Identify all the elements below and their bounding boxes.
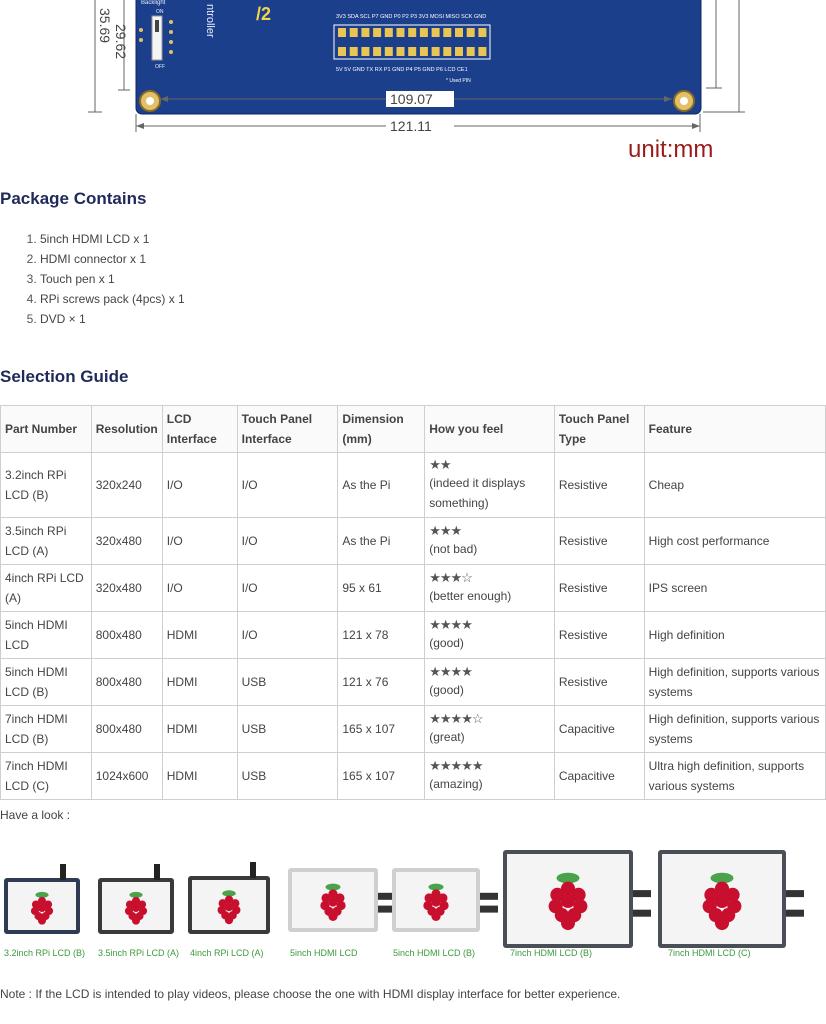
table-cell-type: Resistive [554, 453, 644, 518]
table-cell-res: 800x480 [91, 659, 162, 706]
table-cell-type: Resistive [554, 518, 644, 565]
gpio-pin [397, 28, 405, 37]
table-cell-touch: USB [237, 753, 338, 800]
table-cell-part: 4inch RPi LCD (A) [1, 565, 92, 612]
table-cell-touch: USB [237, 706, 338, 753]
product-card [288, 840, 404, 957]
product-image [503, 840, 659, 952]
table-row [1, 753, 826, 800]
column-header: Resolution [91, 406, 162, 453]
feel-note: (indeed it displays something) [429, 476, 526, 510]
rating-stars: ★★★☆ [429, 570, 472, 585]
gpio-pin [361, 28, 369, 37]
column-header: How you feel [425, 406, 555, 453]
header-top-pins: 3V3 SDA SCL P7 GND P0 P2 P3 3V3 MOSI MISO SCK GND [336, 14, 487, 20]
table-cell-res: 320x240 [91, 453, 162, 518]
gpio-pin [420, 28, 428, 37]
table-row [1, 706, 826, 753]
gpio-pin [420, 47, 428, 56]
table-cell-dim: 165 x 107 [338, 706, 425, 753]
svg-text:Backlight: Backlight [141, 0, 166, 6]
product-gallery [0, 840, 826, 975]
table-cell-feel [425, 565, 555, 612]
table-cell-lcd: HDMI [162, 659, 237, 706]
note-text: Note : If the LCD is intended to play videos, please choose the one with HDMI display interface for better experience. [0, 987, 621, 1001]
table-cell-part: 7inch HDMI LCD (B) [1, 706, 92, 753]
table-cell-feature: IPS screen [644, 565, 825, 612]
table-cell-type: Resistive [554, 612, 644, 659]
rating-stars: ★★★ [429, 523, 462, 538]
product-caption: 5inch HDMI LCD [290, 948, 358, 958]
table-cell-res: 800x480 [91, 706, 162, 753]
gpio-pin [478, 47, 486, 56]
feel-note: (amazing) [429, 777, 483, 791]
table-cell-feel [425, 453, 555, 518]
table-row [1, 659, 826, 706]
table-cell-touch: USB [237, 659, 338, 706]
gpio-pin [385, 47, 393, 56]
table-row [1, 518, 826, 565]
gpio-pin [361, 47, 369, 56]
table-cell-part: 5inch HDMI LCD (B) [1, 659, 92, 706]
table-cell-lcd: I/O [162, 453, 237, 518]
table-row [1, 612, 826, 659]
column-header: Dimension (mm) [338, 406, 425, 453]
table-cell-dim: As the Pi [338, 453, 425, 518]
feel-note: (good) [429, 636, 464, 650]
product-card [98, 840, 200, 957]
table-cell-feature: High definition, supports various systems [644, 706, 825, 753]
gpio-pin [373, 28, 381, 37]
product-image [658, 840, 812, 952]
product-caption: 7inch HDMI LCD (B) [510, 948, 593, 958]
table-cell-type: Resistive [554, 565, 644, 612]
package-contains-heading: Package Contains [0, 189, 147, 208]
gpio-pin [338, 28, 346, 37]
dimension-drawing [0, 0, 826, 170]
table-cell-feel [425, 518, 555, 565]
column-header: Feature [644, 406, 825, 453]
package-list [0, 230, 185, 330]
gpio-pin [338, 47, 346, 56]
table-cell-feel [425, 612, 555, 659]
selection-guide-table [0, 405, 826, 800]
table-header-row [1, 406, 826, 453]
table-cell-res: 1024x600 [91, 753, 162, 800]
product-image [288, 840, 404, 952]
svg-text:OFF: OFF [155, 64, 165, 70]
board-version-text: /2 [256, 4, 272, 24]
table-cell-lcd: HDMI [162, 753, 237, 800]
table-cell-feature: Ultra high definition, supports various systems [644, 753, 825, 800]
product-image [98, 840, 200, 952]
table-cell-res: 320x480 [91, 518, 162, 565]
column-header: Part Number [1, 406, 92, 453]
gpio-pin [443, 28, 451, 37]
table-cell-type: Capacitive [554, 706, 644, 753]
product-caption: 5inch HDMI LCD (B) [393, 948, 476, 958]
table-cell-feel [425, 659, 555, 706]
dim-29-62: 29.62 [113, 24, 129, 60]
table-cell-lcd: HDMI [162, 706, 237, 753]
gpio-pin [467, 28, 475, 37]
unit-label: unit:mm [628, 136, 714, 163]
have-a-look-label: Have a look : [0, 808, 71, 822]
gpio-pin [408, 28, 416, 37]
product-image [392, 840, 506, 952]
table-cell-lcd: I/O [162, 565, 237, 612]
product-card [4, 840, 106, 957]
table-cell-feature: Cheap [644, 453, 825, 518]
rating-stars: ★★★★ [429, 617, 472, 632]
list-item: 4. RPi screws pack (4pcs) x 1 [40, 290, 185, 310]
list-item: 2. HDMI connector x 1 [40, 250, 185, 270]
table-cell-res: 320x480 [91, 565, 162, 612]
rating-stars: ★★★★★ [429, 758, 483, 773]
product-caption: 3.2inch RPi LCD (B) [4, 948, 86, 958]
rating-stars: ★★ [429, 457, 451, 472]
gpio-pin [385, 28, 393, 37]
gpio-pin [467, 47, 475, 56]
feel-note: (not bad) [429, 542, 478, 556]
table-cell-lcd: I/O [162, 518, 237, 565]
dim-121-11: 121.11 [390, 118, 432, 134]
column-header: Touch Panel Interface [237, 406, 338, 453]
list-item: 3. Touch pen x 1 [40, 270, 185, 290]
product-card [392, 840, 506, 957]
product-caption: 7inch HDMI LCD (C) [668, 948, 751, 958]
dim-109-07: 109.07 [390, 91, 433, 107]
feel-note: (better enough) [429, 589, 512, 603]
table-cell-touch: I/O [237, 565, 338, 612]
table-cell-type: Resistive [554, 659, 644, 706]
used-pin-note: * Used PIN [446, 78, 471, 84]
selection-guide-heading: Selection Guide [0, 367, 129, 386]
gpio-pin [455, 47, 463, 56]
gpio-pin [455, 28, 463, 37]
table-cell-feel [425, 706, 555, 753]
table-cell-type: Capacitive [554, 753, 644, 800]
feel-note: (good) [429, 683, 464, 697]
gpio-pin [408, 47, 416, 56]
table-cell-feature: High definition [644, 612, 825, 659]
board-controller-text: ntroller [204, 4, 216, 38]
table-cell-feel [425, 753, 555, 800]
table-cell-dim: 121 x 76 [338, 659, 425, 706]
gpio-pin [373, 47, 381, 56]
gpio-pin [350, 28, 358, 37]
gpio-pin [397, 47, 405, 56]
table-cell-res: 800x480 [91, 612, 162, 659]
header-bottom-pins: 5V 5V GND TX RX P1 GND P4 P5 GND P6 LCD CE1 [336, 67, 468, 73]
table-cell-touch: I/O [237, 612, 338, 659]
table-cell-part: 7inch HDMI LCD (C) [1, 753, 92, 800]
product-caption: 3.5inch RPi LCD (A) [98, 948, 180, 958]
list-item: 5. DVD × 1 [40, 310, 185, 330]
table-row [1, 453, 826, 518]
product-card [503, 840, 659, 957]
table-cell-dim: As the Pi [338, 518, 425, 565]
gpio-pin [443, 47, 451, 56]
product-card [188, 840, 296, 957]
table-cell-lcd: HDMI [162, 612, 237, 659]
dim-35-69: 35.69 [97, 8, 113, 44]
table-cell-touch: I/O [237, 518, 338, 565]
gpio-pin [478, 28, 486, 37]
gpio-pin [350, 47, 358, 56]
table-cell-dim: 95 x 61 [338, 565, 425, 612]
table-cell-feature: High cost performance [644, 518, 825, 565]
list-item: 1. 5inch HDMI LCD x 1 [40, 230, 185, 250]
table-cell-part: 5inch HDMI LCD [1, 612, 92, 659]
table-cell-part: 3.2inch RPi LCD (B) [1, 453, 92, 518]
feel-note: (great) [429, 730, 465, 744]
rating-stars: ★★★★ [429, 664, 472, 679]
table-cell-feature: High definition, supports various systems [644, 659, 825, 706]
table-cell-part: 3.5inch RPi LCD (A) [1, 518, 92, 565]
product-caption: 4inch RPi LCD (A) [190, 948, 264, 958]
rating-stars: ★★★★☆ [429, 711, 483, 726]
product-card [658, 840, 812, 957]
svg-text:ON: ON [156, 9, 164, 15]
gpio-pin [432, 28, 440, 37]
column-header: Touch Panel Type [554, 406, 644, 453]
table-cell-dim: 121 x 78 [338, 612, 425, 659]
product-image [4, 840, 106, 952]
product-image [188, 840, 296, 952]
gpio-pin [432, 47, 440, 56]
table-cell-dim: 165 x 107 [338, 753, 425, 800]
table-row [1, 565, 826, 612]
column-header: LCD Interface [162, 406, 237, 453]
table-cell-touch: I/O [237, 453, 338, 518]
